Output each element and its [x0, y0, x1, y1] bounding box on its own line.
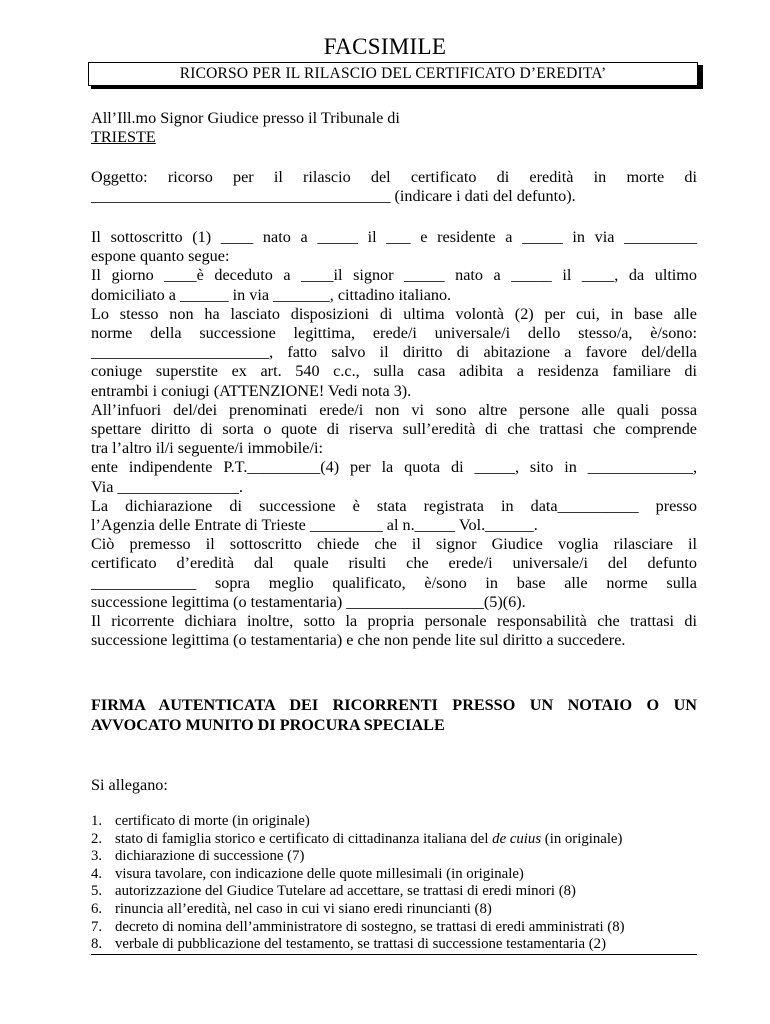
- list-item: [91, 831, 697, 849]
- address-block: [91, 109, 697, 147]
- body-line: successione legittima (o testamentaria) _________________(5)(6).: [91, 592, 526, 611]
- body-line: Via _______________.: [91, 477, 243, 496]
- body-line: norme della successione legittima, erede/i universale/i dello stesso/a, è/sono:: [91, 324, 697, 343]
- address-city: TRIESTE: [91, 128, 156, 147]
- body-line: entrambi i coniugi (ATTENZIONE! Vedi nota 3).: [91, 381, 412, 400]
- list-item-text: verbale di pubblicazione del testamento, se trattasi di successione testamentaria (2): [115, 936, 606, 953]
- subtitle-box: [88, 62, 702, 90]
- list-item-number: 4.: [91, 865, 103, 882]
- list-item: [91, 813, 697, 831]
- list-item: [91, 848, 697, 866]
- list-item-number: 1.: [91, 813, 103, 829]
- body-line: Il giorno ____è deceduto a ____il signor _____ nato a _____ il ____, da ultimo: [91, 266, 697, 285]
- list-item: [91, 901, 697, 919]
- list-item: [91, 883, 697, 901]
- body-line: spettare diritto di sorta o quote di riserva sull’eredità di che trattasi che comprende: [91, 420, 697, 439]
- list-item-text: dichiarazione di successione (7): [115, 848, 305, 865]
- list-item-number: 5.: [91, 883, 103, 900]
- list-item-text: autorizzazione del Giudice Tutelare ad accettare, se trattasi di eredi minori (8): [115, 883, 576, 900]
- body-line: _____________ sopra meglio qualificato, è/sono in base alle norme sulla: [91, 573, 697, 592]
- document-title: FACSIMILE: [323, 34, 447, 59]
- body-line: Lo stesso non ha lasciato disposizioni di ultima volontà (2) per cui, in base alle: [91, 304, 697, 323]
- body-line: Il sottoscritto (1) ____ nato a _____ il ___ e residente a _____ in via _________: [91, 228, 697, 246]
- body-line: certificato d’eredità dal quale risulti che erede/i universale/i del defunto: [91, 554, 697, 573]
- body-line: Ciò premesso il sottoscritto chiede che il signor Giudice voglia rilasciare il: [91, 535, 697, 554]
- oggetto-line-1: Oggetto: ricorso per il rilascio del certificato di eredità in morte di: [91, 168, 697, 186]
- list-item-text: visura tavolare, con indicazione delle quote millesimali (in originale): [115, 865, 524, 882]
- list-item: [91, 919, 697, 937]
- oggetto-block: [91, 168, 697, 206]
- body-line: La dichiarazione di successione è stata registrata in data__________ presso: [91, 496, 697, 515]
- body-line: domiciliato a ______ in via _______, cittadino italiano.: [91, 285, 452, 304]
- list-item-text: stato di famiglia storico e certificato di cittadinanza italiana del: [115, 830, 493, 847]
- list-item: [91, 866, 697, 884]
- signature-heading: FIRMA AUTENTICATA DEI RICORRENTI PRESSO UN NOTAIO O UN AVVOCATO MUNITO DI PROCURA SPECIALE: [91, 696, 697, 734]
- body-line: espone quanto segue:: [91, 247, 230, 266]
- address-line: All’Ill.mo Signor Giudice presso il Tribunale di: [91, 109, 400, 127]
- list-item: [91, 936, 697, 955]
- list-item-number: 7.: [91, 918, 103, 935]
- body-text: [91, 228, 697, 650]
- oggetto-line-2: _____________________________________ (indicare i dati del defunto).: [91, 187, 576, 206]
- list-item-emphasis: de cuius: [492, 830, 542, 847]
- attachments-list: [91, 813, 697, 955]
- list-item-number: 8.: [91, 936, 103, 953]
- body-line: successione legittima (o testamentaria) e che non pende lite sul diritto a succedere.: [91, 631, 626, 650]
- body-line: coniuge superstite ex art. 540 c.c., sulla casa adibita a residenza familiare di: [91, 362, 697, 381]
- list-item-number: 3.: [91, 848, 103, 865]
- body-line: l’Agenzia delle Entrate di Trieste _________ al n._____ Vol.______.: [91, 516, 538, 535]
- list-item-number: 2.: [91, 830, 103, 847]
- list-item-text: certificato di morte (in originale): [115, 813, 310, 829]
- body-line: All’infuori del/dei prenominati erede/i non vi sono altre persone alle quali possa: [91, 400, 697, 419]
- list-item-text: (in originale): [541, 830, 623, 847]
- document-subtitle: RICORSO PER IL RILASCIO DEL CERTIFICATO D’EREDITA’: [88, 62, 698, 86]
- attachments-intro: Si allegano:: [91, 776, 168, 794]
- list-item-text: rinuncia all’eredità, nel caso in cui vi siano eredi rinuncianti (8): [115, 900, 492, 917]
- list-item-number: 6.: [91, 900, 103, 917]
- body-line: ______________________, fatto salvo il diritto di abitazione a favore del/della: [91, 343, 697, 362]
- body-line: tra l’altro il/i seguente/i immobile/i:: [91, 439, 323, 458]
- body-line: Il ricorrente dichiara inoltre, sotto la propria personale responsabilità che trattasi di: [91, 612, 697, 631]
- body-line: ente indipendente P.T._________(4) per la quota di _____, sito in _____________,: [91, 458, 697, 477]
- list-item-text: decreto di nomina dell’amministratore di sostegno, se trattasi di eredi amministrati (8): [115, 918, 625, 935]
